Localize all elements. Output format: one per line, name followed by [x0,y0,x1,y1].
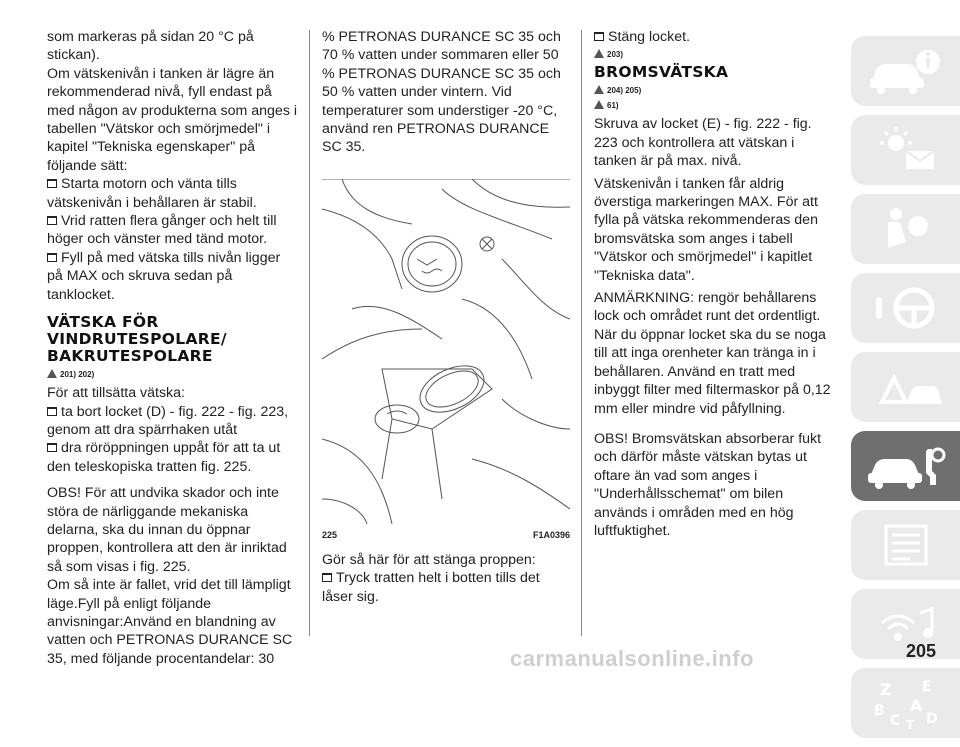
index-letter: Z [879,680,892,699]
watermark: carmanualsonline.info [510,646,754,671]
chapter-tab-safety[interactable] [851,194,960,264]
paragraph: Om vätskenivån i tanken är lägre än rekommenderad nivå, fyll endast på med någon av produkterna som anges i tabellen "Vätskor och smörjmedel" i kapitel "Tekniska egenskaper" på följande sätt: [47,65,298,174]
bullet-item: Fyll på med vätska tills nivån ligger på MAX och skruva sedan på tanklocket. [47,249,281,303]
paragraph: Vätskenivån i tanken får aldrig överstiga markeringen MAX. För att fylla på vätska rekommenderas den bromsvätska som anges i tabell "Vätskor och smörjmedel" i kapitlet "Tekniska data". [594,175,818,284]
alphabet-index-icon [866,675,946,731]
section-heading: BROMSVÄTSKA [594,63,729,82]
paragraph: För att tillsätta vätska: [47,385,185,402]
paragraph: OBS! Bromsvätskan absorberar fukt och därför måste vätskan bytas ut oftare än vad som anges i "Underhållsschemat" om bilen används i områden med en hög luftfuktighet. [594,430,822,539]
bullet-icon [322,573,332,582]
paragraph: OBS! För att undvika skador och inte störa de närliggande mekaniska delarna, ska du innan du öppnar proppen, kontrollera att den är inriktad så som visas i fig. 225. [47,485,287,575]
bullet-item: Vrid ratten flera gånger och helt till höger och vänster med tänd motor. [47,213,277,248]
column-divider [309,30,310,636]
index-letter: C [889,713,900,729]
warning-reference: 204) 205) [594,85,839,96]
column-divider [581,30,582,636]
bullet-icon [594,32,604,41]
text-column-1 [47,28,297,668]
paragraph: Skruva av locket (E) - fig. 222 - fig. 223 och kontrollera att vätskan i tanken är på max. nivå. [594,116,812,170]
text-column-2 [322,28,570,606]
figure-code: F1A0396 [532,529,570,540]
paragraph: Gör så här för att stänga proppen: [322,551,536,568]
warning-lights-icon [866,125,946,175]
washer-reservoir-illustration [322,179,570,524]
text-column-3 [594,28,839,540]
page-number: 205 [906,641,937,661]
warning-reference: 61) [594,100,839,111]
chapter-tab-technical-data[interactable] [851,510,960,580]
warning-icon [594,49,604,58]
paragraph: som markeras på sidan 20 °C på stickan). [47,29,254,64]
section-heading: VÄTSKA FÖR VINDRUTESPOLARE/ BAKRUTESPOLARE [47,313,227,366]
figure-number: 225 [322,529,338,540]
chapter-tab-dashboard[interactable] [851,115,960,185]
bullet-item: Stäng locket. [594,28,839,46]
bullet-icon [47,407,57,416]
bullet-icon [47,253,57,262]
car-wrench-icon [866,441,946,491]
warning-reference: 203) [594,49,839,60]
chapter-tab-vehicle-info[interactable] [851,36,960,106]
index-letter: E [921,679,932,695]
bullet-icon [47,179,57,188]
car-info-icon [866,46,946,96]
warning-reference: 201) 202) [47,369,297,380]
index-letter: A [909,696,922,715]
index-letter: B [873,703,885,719]
paragraph: ANMÄRKNING: rengör behållarens lock och området runt det ordentligt. När du öppnar locket ska du se noga till att inga orenheter kan tränga in i behållaren. Använd en tratt med inbyggt filter med filtermaskor på 0,12 mm eller mindre vid påfyllning. [594,290,831,417]
index-letter: D [925,711,938,727]
figure-225 [322,179,570,539]
chapter-tab-driving[interactable] [851,273,960,343]
index-letter: T [905,718,914,731]
warning-icon [47,369,57,378]
specs-sheet-icon [866,520,946,570]
chapter-tab-emergency[interactable] [851,352,960,422]
bullet-icon [47,216,57,225]
paragraph: % PETRONAS DURANCE SC 35 och 70 % vatten under sommaren eller 50 % PETRONAS DURANCE SC 35 och 50 % vatten under vintern. Vid temperaturer som understiger -20 °C, använd ren PETRONAS DURANCE SC 35. [322,29,561,156]
bullet-icon [47,443,57,452]
warning-icon [594,85,604,94]
warning-icon [594,100,604,109]
chapter-tab-maintenance[interactable] [851,431,960,501]
emergency-icon [866,362,946,412]
bullet-item: Tryck tratten helt i botten tills det låser sig. [322,570,540,605]
bullet-item: Starta motorn och vänta tills vätskenivån i behållaren är stabil. [47,176,257,211]
figure-caption [322,526,570,544]
bullet-item: dra röröppningen uppåt för att ta ut den teleskopiska tratten fig. 225. [47,440,281,475]
bullet-item: ta bort locket (D) - fig. 222 - fig. 223, genom att dra spärrhaken utåt [47,403,289,438]
airbag-icon [866,204,946,254]
steering-wheel-icon [866,283,946,333]
chapter-tab-index[interactable] [851,668,960,738]
paragraph: Om så inte är fallet, vrid det till lämpligt läge.Fyll på enligt följande anvisningar:Använd en blandning av vatten och PETRONAS DURANCE SC 35, med följande procentandelar: 30 [47,577,293,667]
